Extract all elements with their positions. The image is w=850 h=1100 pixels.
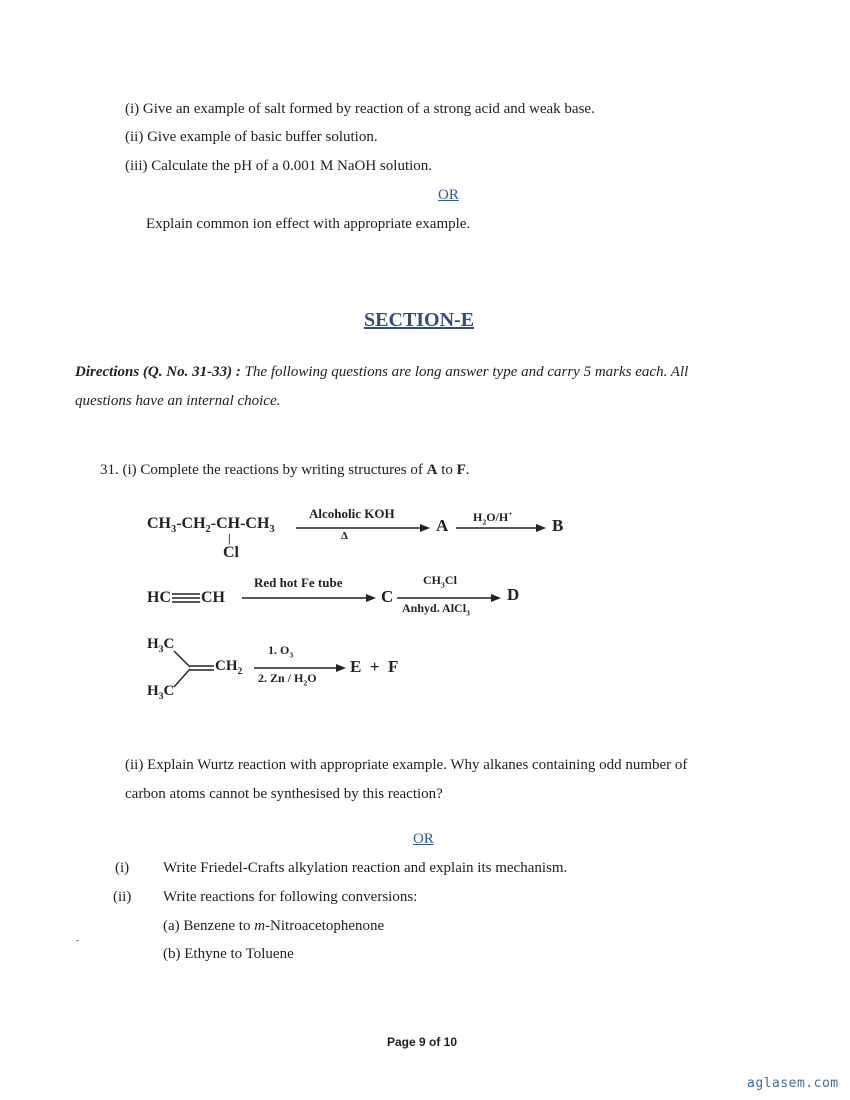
reaction2-reagent2-top: $CH_3Cl$ [423,573,457,590]
q30-alternative: Explain common ion effect with appropriate example. [146,216,471,232]
q31-alt-ii: Write reactions for following conversions: [163,889,418,905]
reaction1-reagent: Alcoholic KOH [309,506,395,521]
q31-alt-i-num: (i) [115,860,130,876]
alt-a-rest: -Nitroacetophenone [265,918,385,934]
q31-i-end: . [465,462,470,478]
reaction2-arrow [242,594,376,602]
directions-text-2: questions have an internal choice. [75,393,281,409]
ozone-label: 1. O [268,643,290,657]
reaction1-heat: Δ [341,530,348,542]
q30-part-ii: (ii) Give example of basic buffer solution. [125,129,378,145]
stray-mark [76,940,79,941]
q30-part-i: (i) Give an example of salt formed by reaction of a strong acid and weak base. [125,101,595,117]
product-c: C [381,587,394,606]
reaction2-reactant-right: CH [201,589,225,606]
reaction1-reactant: $CH_3-CH_2-CH-CH_3$ [147,515,275,536]
zn-label: 2. Zn / H [258,671,304,685]
reaction1-arrow2 [456,524,546,532]
q31-i-text: (i) Complete the reactions by writing structures of [122,462,427,478]
alt-a-meta: m [254,918,266,934]
products-e-f: E + F [350,657,399,676]
triple-bond [171,592,201,604]
reaction1-substituent: Cl [223,544,239,561]
q31-number: 31. [100,462,119,478]
alt-a-prefix: (a) Benzene to [163,918,255,934]
q31-alt-ii-num: (ii) [113,889,132,905]
reaction2-reagent: Red hot Fe tube [254,575,343,590]
reaction1-arrow [296,524,430,532]
reaction3-methyl-bottom: $H_3C$ [147,683,175,702]
section-title: SECTION-E [364,309,475,331]
q30-part-iii: (iii) Calculate the pH of a 0.001 M NaOH solution. [125,158,433,174]
q31-alt-b: (b) Ethyne to Toluene [163,946,294,962]
q31-i-to: to [437,462,457,478]
page-number: Page 9 of 10 [387,1035,458,1049]
reaction2-reagent2-bottom: Anhyd. AlCl$_3$ [402,601,470,618]
watermark-link[interactable]: aglasem.com [747,1076,839,1091]
q31-alt-i: Write Friedel-Crafts alkylation reaction and explain its mechanism. [163,860,568,876]
reaction1-bond: | [228,531,231,545]
anhyd-label: Anhyd. AlCl [402,601,467,615]
reaction2-reactant [147,589,225,607]
q31-i-a: A [426,462,438,478]
reaction3-methyl-top: $H_3C$ [147,636,175,655]
reaction3-ch2: $CH_2$ [215,658,243,677]
product-b: B [552,516,564,535]
q31-part-ii-line2: carbon atoms cannot be synthesised by this reaction? [125,786,443,802]
directions-label: Directions (Q. No. 31-33) : [75,364,241,380]
reaction3-reagent-bottom: 2. Zn / $H_2O$ [258,671,317,688]
q31-or-divider: OR [413,831,434,847]
product-d: D [507,585,520,604]
reaction3-reagent-top: 1. $O_3$ [268,643,294,660]
directions-text-1: The following questions are long answer type and carry 5 marks each. All [240,364,689,380]
reaction2-reactant-left: HC [147,589,171,606]
reaction1-reagent2: $H_2O/H^+$ [473,509,513,527]
q31-i-f: F [456,462,466,478]
q30-or-divider: OR [438,187,459,203]
reaction3-skeleton [170,645,220,695]
section-directions [75,364,688,381]
q31-alt-a [163,918,384,935]
q31-part-ii-line1: (ii) Explain Wurtz reaction with appropriate example. Why alkanes containing odd number of [125,757,688,773]
q31-part-i [100,462,470,479]
product-a: A [436,516,449,535]
